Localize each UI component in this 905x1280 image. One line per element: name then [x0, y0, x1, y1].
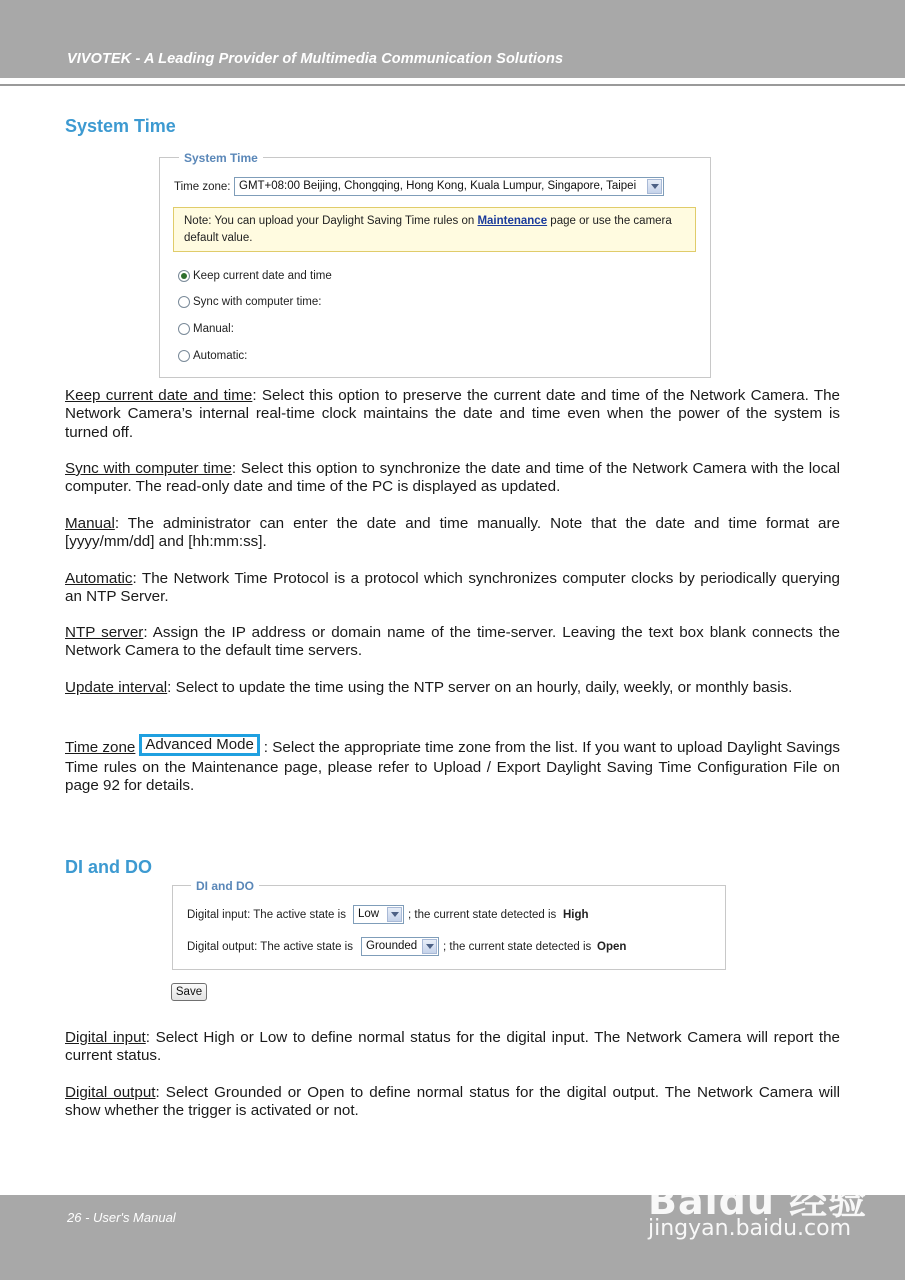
di-do-panel: [172, 885, 726, 970]
desc-time-zone: [65, 737, 840, 796]
option-sync-computer[interactable]: [178, 296, 321, 308]
system-time-heading: System Time: [65, 116, 176, 136]
time-zone-select[interactable]: [234, 177, 664, 196]
note-suffix: page or use the camera default value.: [184, 215, 672, 244]
chevron-down-icon: [422, 939, 437, 954]
desc-manual: [65, 515, 840, 552]
di-do-heading: DI and DO: [65, 857, 153, 877]
desc-sync: [65, 460, 840, 497]
term-time-zone: Time zone: [65, 739, 136, 756]
desc-text: : Select High or Low to define normal status for the digital input. The Network Camera will report the current status.: [65, 1029, 841, 1065]
desc-text: : Select the appropriate time zone from the list. If you want to upload Daylight Savings Time rules on the Maintenance page, please refer to Upload / Export Daylight Saving Time Configuration File on page 92 for details.: [65, 739, 840, 795]
footer-page-label: 26 - User's Manual: [67, 1210, 176, 1225]
di-select-value: Low: [358, 908, 380, 920]
radio-icon[interactable]: [178, 323, 190, 335]
term-ntp: NTP server: [65, 624, 144, 641]
option-label: Keep current date and time: [193, 270, 332, 282]
term-manual: Manual: [65, 515, 115, 532]
time-zone-label: Time zone:: [174, 181, 231, 193]
term-digital-input: Digital input: [65, 1029, 146, 1046]
term-update-interval: Update interval: [65, 679, 168, 696]
desc-text: : Assign the IP address or domain name of the time-server. Leaving the text box blank connects the Network Camera to the default time servers.: [65, 624, 840, 660]
desc-update-interval: [65, 679, 840, 697]
save-button[interactable]: Save: [171, 983, 207, 1001]
desc-digital-output: [65, 1084, 840, 1121]
desc-text: : Select to update the time using the NTP server on an hourly, daily, weekly, or monthly basis.: [167, 679, 793, 696]
di-active-state-select[interactable]: [353, 905, 404, 924]
do-state-label: ; the current state detected is: [443, 941, 592, 953]
desc-text: : The Network Time Protocol is a protocol which synchronizes computer clocks by periodically querying an NTP Server.: [65, 570, 840, 606]
term-automatic: Automatic: [65, 570, 133, 587]
di-state-value: High: [563, 909, 589, 921]
radio-checked-icon[interactable]: [178, 270, 190, 282]
desc-ntp: [65, 624, 840, 661]
desc-text: : Select this option to preserve the current date and time of the Network Camera. The Network Camera’s internal real-time clock maintains the date and time even when the power of the system is turned off.: [65, 387, 840, 441]
do-select-value: Grounded: [366, 940, 418, 952]
dst-note: [173, 207, 696, 252]
time-zone-select-value: GMT+08:00 Beijing, Chongqing, Hong Kong, Kuala Lumpur, Singapore, Taipei: [239, 180, 637, 192]
di-label: Digital input: The active state is: [187, 909, 346, 921]
watermark-url: jingyan.baidu.com: [648, 1216, 852, 1241]
desc-text: : Select this option to synchronize the date and time of the Network Camera with the local computer. The read-only date and time of the PC is displayed as updated.: [65, 460, 841, 496]
radio-icon[interactable]: [178, 350, 190, 362]
watermark-brand: Baidu 经验: [648, 1179, 868, 1223]
desc-text: : Select Grounded or Open to define normal status for the digital output. The Network Camera will show whether the trigger is activated or not.: [65, 1084, 840, 1120]
maintenance-link[interactable]: Maintenance: [477, 215, 548, 227]
di-state-label: ; the current state detected is: [408, 909, 557, 921]
desc-keep-current: [65, 387, 840, 442]
term-sync: Sync with computer time: [65, 460, 232, 477]
option-keep-current[interactable]: [178, 270, 332, 282]
header-title: VIVOTEK - A Leading Provider of Multimedia Communication Solutions: [67, 51, 564, 67]
note-prefix: Note: You can upload your Daylight Saving Time rules on: [184, 215, 478, 227]
option-label: Manual:: [193, 323, 234, 335]
advanced-mode-badge: Advanced Mode: [139, 734, 259, 756]
di-do-legend: DI and DO: [191, 879, 259, 893]
radio-icon[interactable]: [178, 296, 190, 308]
desc-text: : The administrator can enter the date and time manually. Note that the date and time format are [yyyy/mm/dd] and [hh:mm:ss].: [65, 515, 840, 551]
term-digital-output: Digital output: [65, 1084, 156, 1101]
option-automatic[interactable]: [178, 350, 247, 362]
do-label: Digital output: The active state is: [187, 941, 353, 953]
chevron-down-icon: [647, 179, 662, 194]
term-keep-current: Keep current date and time: [65, 387, 253, 404]
option-label: Automatic:: [193, 350, 248, 362]
desc-automatic: [65, 570, 840, 607]
desc-digital-input: [65, 1029, 840, 1066]
do-state-value: Open: [597, 941, 627, 953]
chevron-down-icon: [387, 907, 402, 922]
option-manual[interactable]: [178, 323, 234, 335]
option-label: Sync with computer time:: [193, 296, 322, 308]
header-divider: [0, 84, 905, 86]
do-active-state-select[interactable]: [361, 937, 439, 956]
system-time-legend: System Time: [179, 151, 263, 165]
